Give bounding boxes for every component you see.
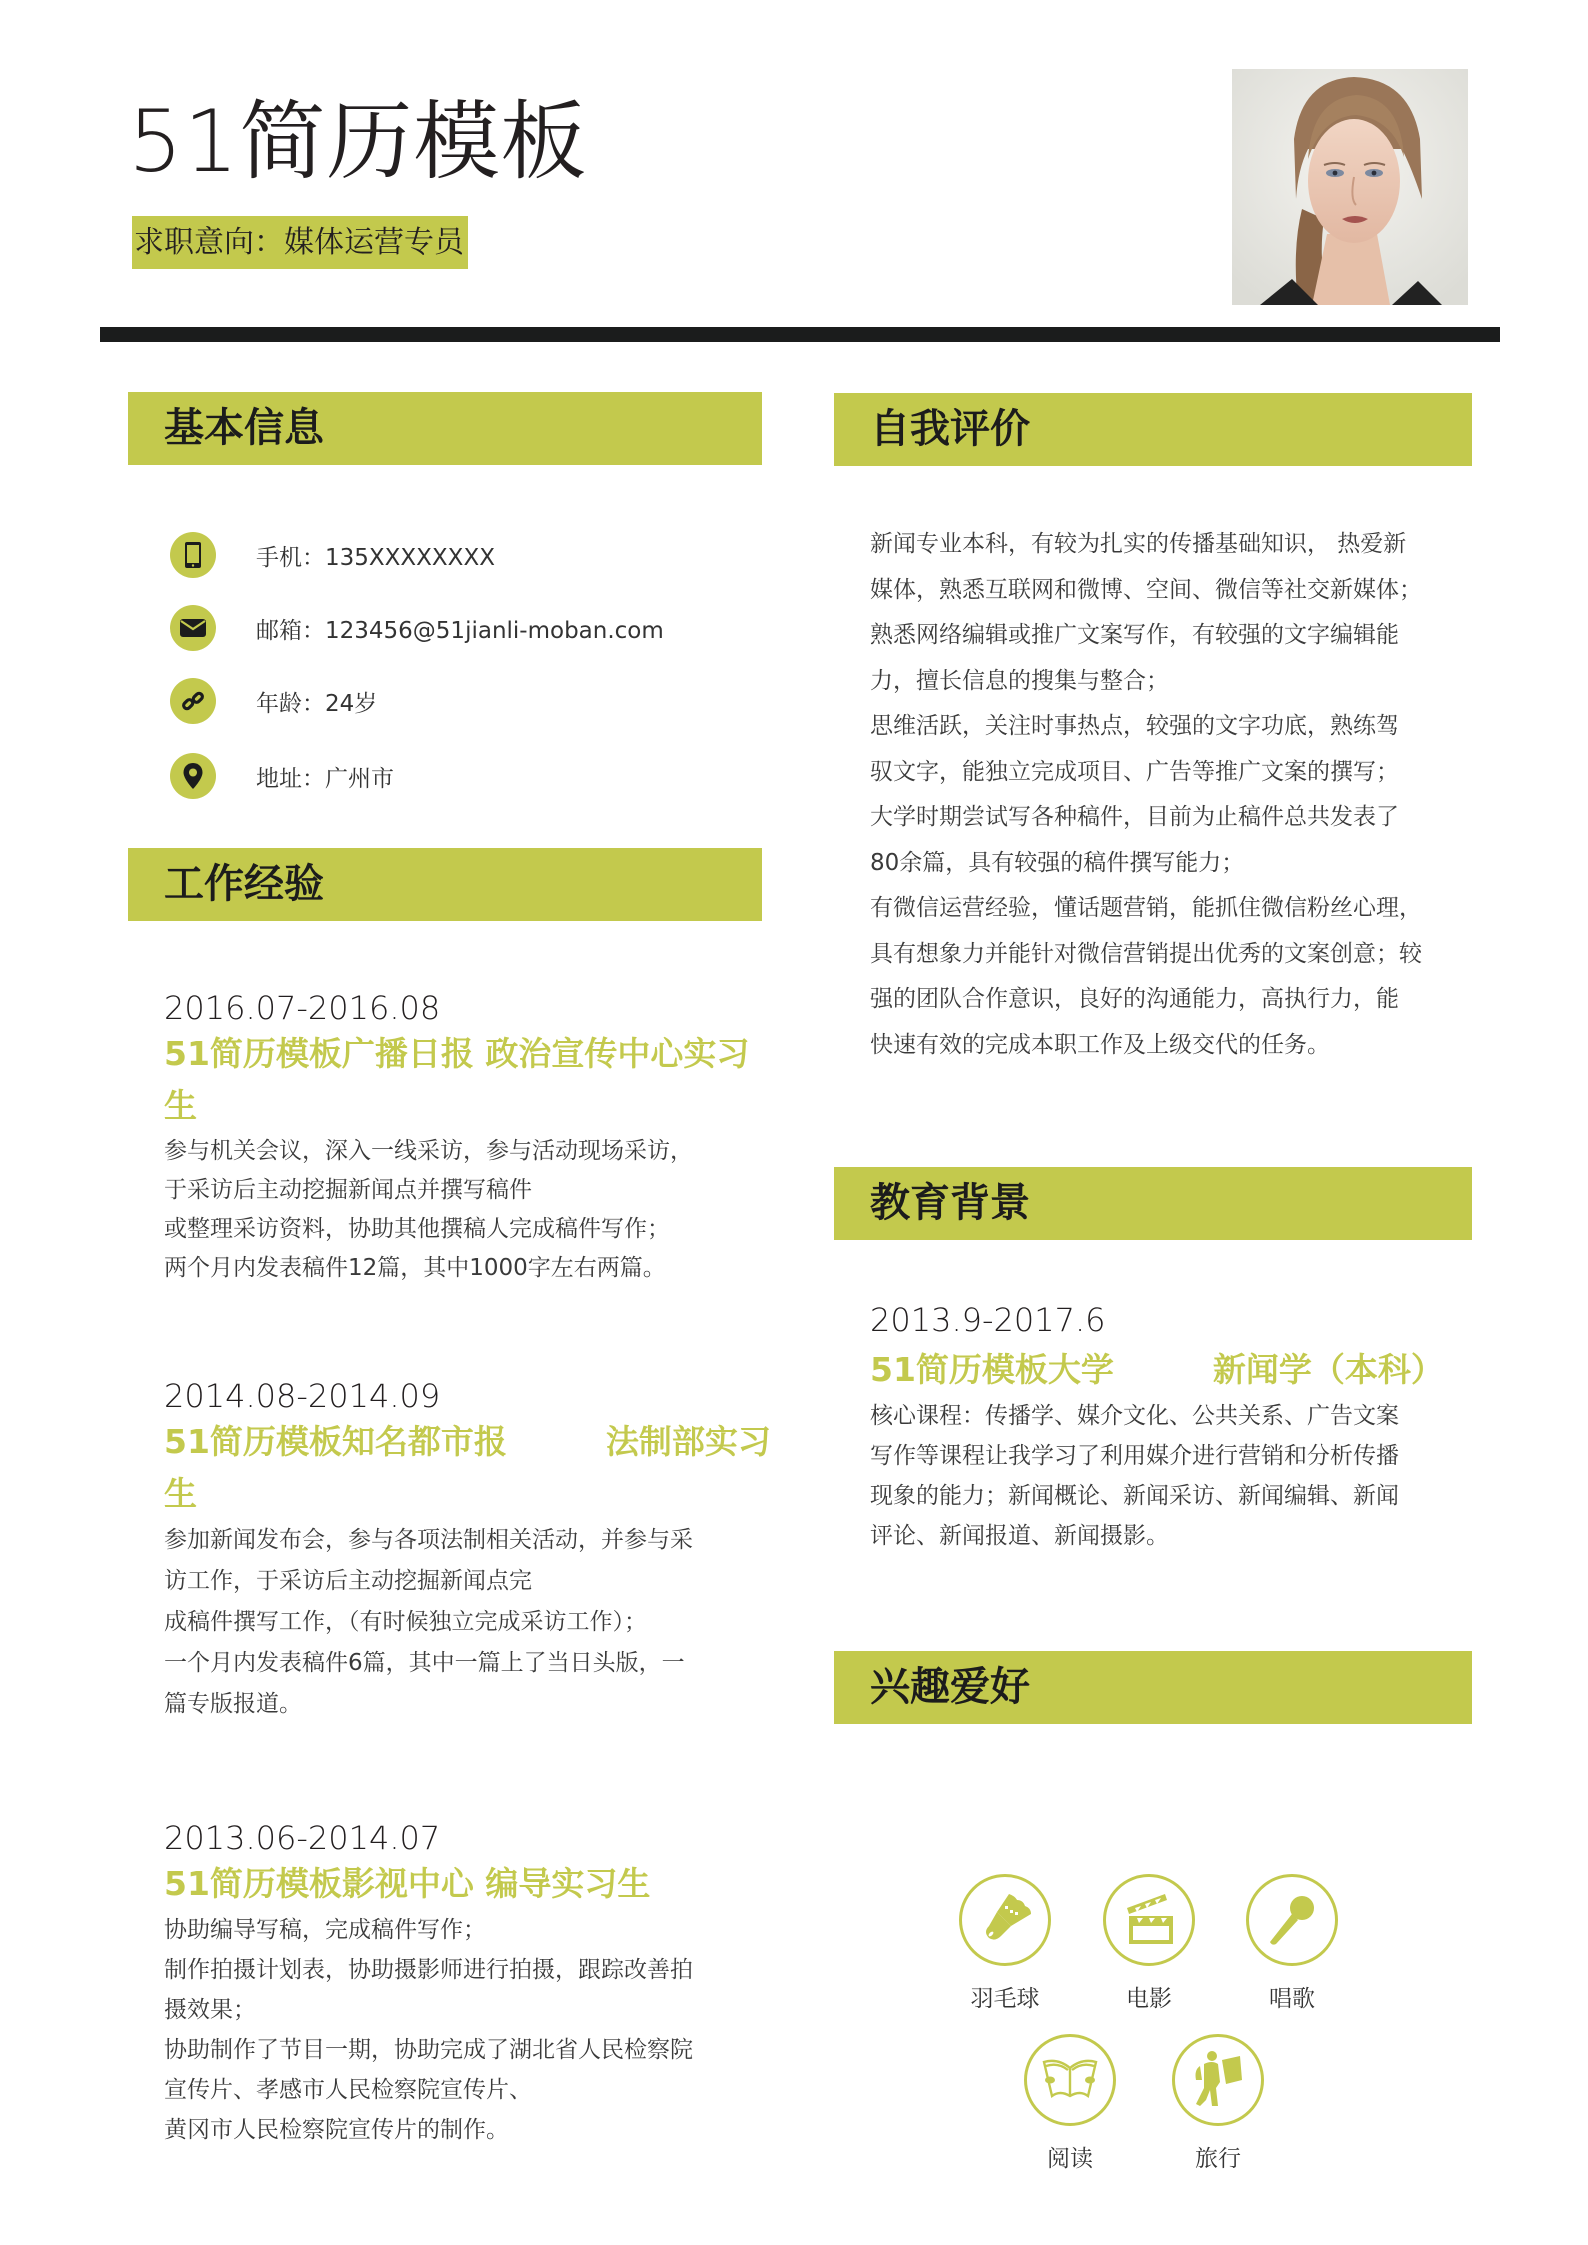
job-intent-badge: 求职意向：媒体运营专员 <box>132 216 468 269</box>
film-clapperboard-icon <box>1103 1874 1195 1966</box>
map-pin-icon <box>170 753 216 799</box>
section-header-education: 教育背景 <box>834 1167 1472 1240</box>
work-item <box>164 1818 784 2150</box>
hobby-label: 唱歌 <box>1269 1986 1315 2012</box>
profile-photo <box>1232 69 1468 305</box>
education-description: 核心课程：传播学、媒介文化、公共关系、广告文案 写作等课程让我学习了利用媒介进行营销和分析传播 现象的能力；新闻概论、新闻采访、新闻编辑、新闻 评论、新闻报道、新闻摄影。 <box>870 1403 1399 1549</box>
work-date: 2016.07-2016.08 <box>164 989 441 1027</box>
header-divider <box>100 327 1500 342</box>
section-header-basic-info: 基本信息 <box>128 392 762 465</box>
hobby-reading <box>1022 2034 1118 2173</box>
link-icon <box>170 678 216 724</box>
envelope-icon <box>170 605 216 651</box>
work-item <box>164 988 784 1288</box>
self-evaluation-text: 新闻专业本科，有较为扎实的传播基础知识， 热爱新 媒体，熟悉互联网和微博、空间、微信等社交新媒体； 熟悉网络编辑或推广文案写作，有较强的文字编辑能 力，擅长信息的搜集与整合； 思维活跃，关注时事热点，较强的文字功底，熟练驾 驭文字，能独立完成项目、广告等推广文案的撰写； 大学时期尝试写各种稿件，目前为止稿件总共发表了 80余篇，具有较强的稿件撰写能力； 有微信运营经验，懂话题营销，能抓住微信粉丝心理， 具有想象力并能针对微信营销提出优秀的文案创意；较 强的团队合作意识，良好的沟通能力，高执行力，能 快速有效的完成本职工作及上级交代的任务。 <box>870 531 1422 1058</box>
badminton-shuttlecock-icon <box>959 1874 1051 1966</box>
traveler-icon <box>1172 2034 1264 2126</box>
contact-age-text: 年龄：24岁 <box>256 690 378 717</box>
education-item <box>870 1300 1490 1556</box>
section-header-self-evaluation: 自我评价 <box>834 393 1472 466</box>
portrait-image-icon <box>1232 69 1468 305</box>
section-header-work-experience: 工作经验 <box>128 848 762 921</box>
hobby-label: 电影 <box>1126 1986 1172 2012</box>
work-title: 51简历模板影视中心 编导实习生 <box>164 1864 651 1903</box>
contact-item-phone <box>170 532 495 578</box>
contact-address-text: 地址：广州市 <box>256 765 394 792</box>
contact-phone-text: 手机：135XXXXXXXX <box>256 544 495 571</box>
contact-item-age <box>170 678 377 724</box>
work-description: 参加新闻发布会，参与各项法制相关活动，并参与采 访工作，于采访后主动挖掘新闻点完 成稿件撰写工作，（有时候独立完成采访工作）； 一个月内发表稿件6篇，其中一篇上了当日头版，一 篇专版报道。 <box>164 1527 693 1717</box>
hobby-badminton <box>957 1874 1053 2013</box>
work-description: 协助编导写稿，完成稿件写作； 制作拍摄计划表，协助摄影师进行拍摄，跟踪改善拍 摄效果； 协助制作了节目一期，协助完成了湖北省人民检察院 宣传片、孝感市人民检察院宣传片、 黄冈市人民检察院宣传片的制作。 <box>164 1917 693 2143</box>
work-title: 51简历模板知名都市报 法制部实习生 <box>164 1422 771 1513</box>
work-item <box>164 1376 784 1725</box>
hobby-singing <box>1244 1874 1340 2013</box>
work-description: 参与机关会议，深入一线采访，参与活动现场采访， 于采访后主动挖掘新闻点并撰写稿件 或整理采访资料，协助其他撰稿人完成稿件写作； 两个月内发表稿件12篇，其中1000字左右两篇。 <box>164 1138 693 1281</box>
contact-item-address <box>170 753 394 799</box>
work-date: 2014.08-2014.09 <box>164 1377 441 1415</box>
hobby-label: 羽毛球 <box>970 1986 1040 2012</box>
education-school-major: 51简历模板大学 新闻学（本科） <box>870 1350 1444 1389</box>
microphone-icon <box>1246 1874 1338 1966</box>
contact-item-email <box>170 605 664 651</box>
contact-email-text: 邮箱：123456@51jianli-moban.com <box>256 617 664 644</box>
section-header-hobbies: 兴趣爱好 <box>834 1651 1472 1724</box>
work-title: 51简历模板广播日报 政治宣传中心实习生 <box>164 1034 750 1125</box>
hobby-travel <box>1170 2034 1266 2173</box>
resume-name-title: 51简历模板 <box>128 92 588 192</box>
hobby-label: 旅行 <box>1195 2146 1241 2172</box>
work-date: 2013.06-2014.07 <box>164 1819 441 1857</box>
open-book-icon <box>1024 2034 1116 2126</box>
hobby-movies <box>1101 1874 1197 2013</box>
hobby-label: 阅读 <box>1047 2146 1093 2172</box>
phone-icon <box>170 532 216 578</box>
education-date: 2013.9-2017.6 <box>870 1301 1106 1339</box>
